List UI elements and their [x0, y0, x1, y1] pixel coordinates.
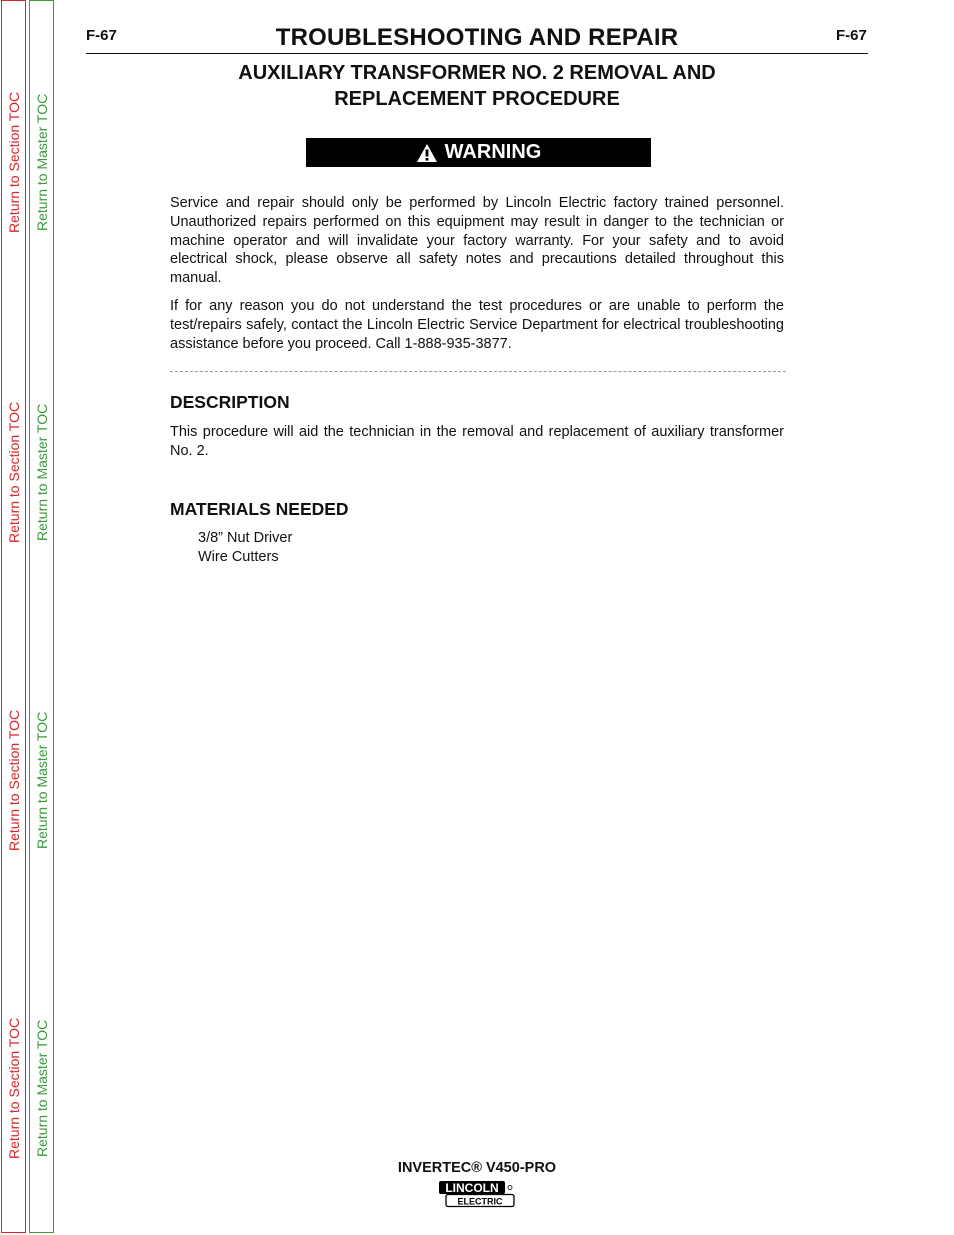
list-item: 3/8” Nut Driver — [198, 530, 293, 546]
procedure-title-line-2: REPLACEMENT PROCEDURE — [334, 88, 620, 110]
warning-triangle-icon — [416, 143, 438, 163]
footer-product-name: INVERTEC® V450-PRO — [397, 1160, 557, 1176]
return-to-section-toc-link-1[interactable]: Return to Section TOC — [5, 91, 22, 233]
warning-banner — [306, 138, 651, 167]
warning-label: WARNING — [444, 141, 542, 163]
page-code-left: F-67 — [86, 27, 117, 44]
page-title: TROUBLESHOOTING AND REPAIR — [275, 24, 679, 51]
header-divider — [86, 53, 868, 54]
description-text: This procedure will aid the technician in the removal and replacement of auxiliary transformer No. 2. — [170, 424, 784, 459]
materials-list — [198, 529, 292, 567]
description-heading: DESCRIPTION — [170, 392, 290, 412]
procedure-title — [86, 60, 868, 112]
return-to-section-toc-link-4[interactable]: Return to Section TOC — [5, 1017, 22, 1159]
lincoln-electric-logo — [438, 1180, 518, 1208]
page-code-right: F-67 — [836, 27, 867, 44]
section-toc-sidebar — [1, 0, 26, 1233]
return-to-master-toc-link-4[interactable]: Return to Master TOC — [33, 1019, 50, 1157]
return-to-section-toc-link-3[interactable]: Return to Section TOC — [5, 709, 22, 851]
return-to-master-toc-link-1[interactable]: Return to Master TOC — [33, 93, 50, 231]
warning-paragraph-1: Service and repair should only be performed by Lincoln Electric factory trained personnel. Unauthorized repairs performed on this equipment may result in danger to the technician or machine operator and will invalidate your factory warranty. For your safety and to avoid electrical shock, please observe all safety notes and precautions detailed throughout this manual. — [170, 195, 784, 287]
materials-heading: MATERIALS NEEDED — [170, 499, 349, 519]
logo-top-text: LINCOLN — [445, 1181, 499, 1195]
return-to-section-toc-link-2[interactable]: Return to Section TOC — [5, 401, 22, 543]
return-to-master-toc-link-3[interactable]: Return to Master TOC — [33, 711, 50, 849]
master-toc-sidebar — [29, 0, 54, 1233]
warning-paragraph-2: If for any reason you do not understand the test procedures or are unable to perform the test/repairs safely, contact the Lincoln Electric Service Department for electrical troubleshooting assistance before you proceed. Call 1-888-935-3877. — [170, 298, 784, 352]
section-divider — [170, 371, 786, 372]
return-to-master-toc-link-2[interactable]: Return to Master TOC — [33, 403, 50, 541]
procedure-title-line-1: AUXILIARY TRANSFORMER NO. 2 REMOVAL AND — [238, 62, 716, 84]
logo-bottom-text: ELECTRIC — [457, 1196, 503, 1207]
list-item: Wire Cutters — [198, 549, 279, 565]
